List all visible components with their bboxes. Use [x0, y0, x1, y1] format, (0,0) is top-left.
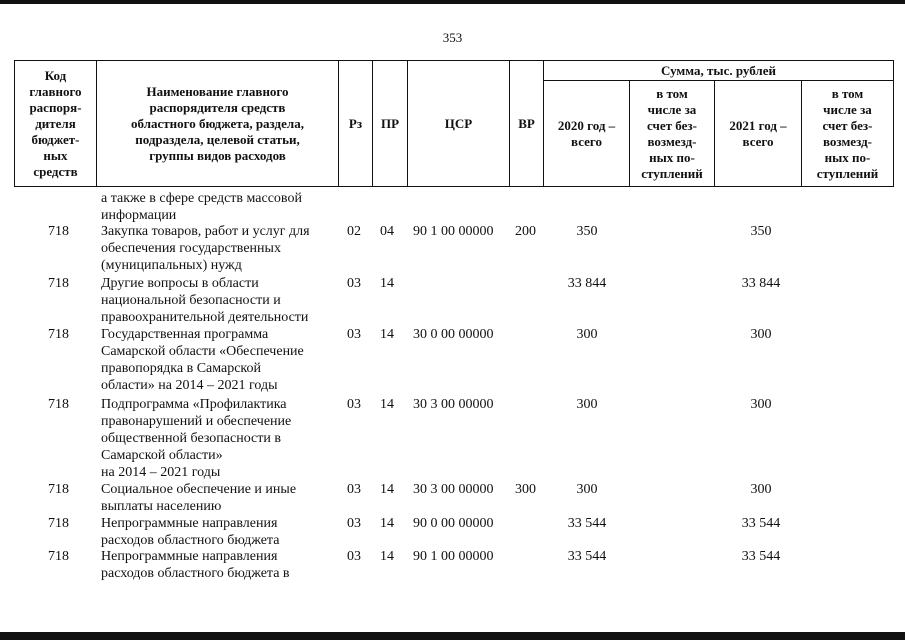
header-rz: Рз — [348, 115, 363, 131]
row-code: 718 — [48, 397, 69, 412]
row-pr: 04 — [380, 224, 394, 239]
row-sum-2021: 300 — [750, 482, 772, 497]
row-vr: 200 — [515, 224, 536, 239]
row-sum-2021: 33 844 — [741, 276, 781, 291]
top-border — [0, 0, 905, 4]
row-sum-2021: 33 544 — [741, 516, 781, 531]
row-rz: 03 — [347, 276, 361, 291]
bottom-border — [0, 632, 905, 640]
row-csr: 90 0 00 00000 — [413, 516, 494, 531]
header-csr: ЦСР — [444, 115, 473, 131]
row-sum-2020: 300 — [576, 327, 598, 342]
row-sum-2021: 350 — [750, 224, 772, 239]
row-rz: 03 — [347, 549, 361, 564]
row-code: 718 — [48, 482, 69, 497]
header-2020-total: 2020 год – всего — [557, 117, 616, 149]
row-pr: 14 — [380, 397, 394, 412]
header-sum: Сумма, тыс. рублей — [661, 62, 776, 78]
row-name: Социальное обеспечение и иные выплаты населению — [101, 482, 297, 514]
row-sum-2020: 350 — [576, 224, 598, 239]
row-name: Непрограммные направления расходов областного бюджета — [101, 516, 280, 548]
row-pr: 14 — [380, 549, 394, 564]
row-sum-2021: 300 — [750, 327, 772, 342]
row-code: 718 — [48, 327, 69, 342]
row-name: Государственная программа Самарской области «Обеспечение правопорядка в Самарской области» на 2014 – 2021 годы — [101, 327, 304, 393]
header-2021-free: в том числе за счет без- возмезд- ных по- ступлений — [816, 85, 879, 181]
row-csr: 30 0 00 00000 — [413, 327, 494, 342]
row-rz: 03 — [347, 397, 361, 412]
row-sum-2021: 300 — [750, 397, 772, 412]
row-code: 718 — [48, 516, 69, 531]
row-code: 718 — [48, 224, 69, 239]
header-vr: ВР — [518, 115, 535, 131]
header-2021-total: 2021 год – всего — [729, 117, 787, 149]
row-sum-2020: 300 — [576, 397, 598, 412]
header-pr: ПР — [380, 115, 400, 131]
row-sum-2021: 33 544 — [741, 549, 781, 564]
row-rz: 03 — [347, 327, 361, 342]
row-sum-2020: 300 — [576, 482, 598, 497]
row-csr: 30 3 00 00000 — [413, 397, 494, 412]
row-name: Другие вопросы в области национальной безопасности и правоохранительной деятельности — [101, 276, 309, 325]
row-name: Непрограммные направления расходов областного бюджета в — [101, 549, 290, 581]
row-csr: 30 3 00 00000 — [413, 482, 494, 497]
header-name: Наименование главного распорядителя средств областного бюджета, раздела, подраздела, целевой статьи, группы видов расходов — [131, 83, 304, 163]
row-rz: 02 — [347, 224, 361, 239]
row-sum-2020: 33 544 — [567, 516, 607, 531]
row-code: 718 — [48, 276, 69, 291]
row-csr: 90 1 00 00000 — [413, 549, 494, 564]
row-code: 718 — [48, 549, 69, 564]
row-pr: 14 — [380, 482, 394, 497]
continuation-text: а также в сфере средств массовой информации — [101, 191, 302, 223]
row-csr: 90 1 00 00000 — [413, 224, 494, 239]
row-pr: 14 — [380, 327, 394, 342]
row-rz: 03 — [347, 482, 361, 497]
page-number: 353 — [442, 30, 463, 45]
header-2020-free: в том числе за счет без- возмезд- ных по- ступлений — [641, 85, 703, 181]
header-code: Код главного распоря- дителя бюджет- ных средств — [29, 67, 82, 179]
row-sum-2020: 33 844 — [567, 276, 607, 291]
row-name: Подпрограмма «Профилактика правонарушений и обеспечение общественной безопасности в Самарской области» на 2014 – 2021 годы — [101, 397, 292, 480]
row-pr: 14 — [380, 276, 394, 291]
row-pr: 14 — [380, 516, 394, 531]
row-sum-2020: 33 544 — [567, 549, 607, 564]
row-rz: 03 — [347, 516, 361, 531]
row-name: Закупка товаров, работ и услуг для обеспечения государственных (муниципальных) нужд — [101, 224, 310, 273]
row-vr: 300 — [515, 482, 536, 497]
